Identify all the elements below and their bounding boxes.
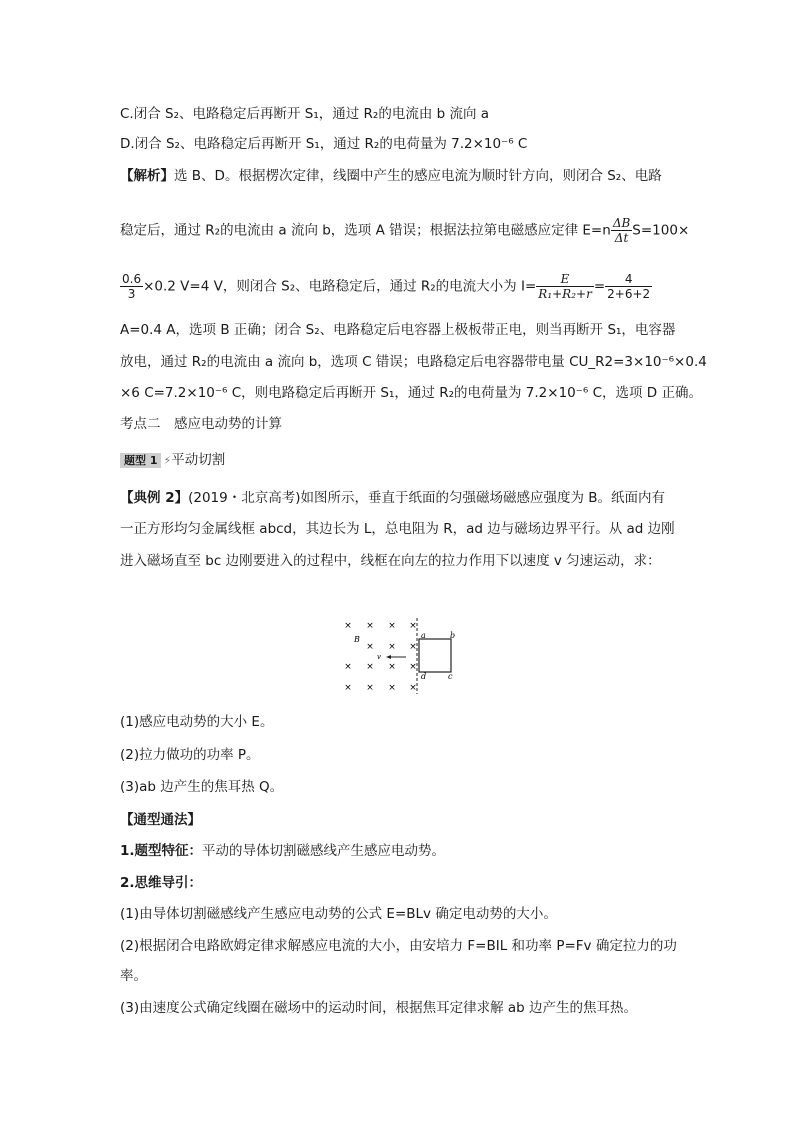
solution-text-3: ×0.2 V=4 V，则闭合 S₂、电路稳定后，通过 R₂的电流大小为 I= [143,278,537,295]
type-title: 平动切割 [171,452,226,468]
equals-sign: = [593,278,606,295]
example-text-1: (2019・北京高考)如图所示，垂直于纸面的匀强磁场磁感应强度为 B。纸面内有 [188,490,666,506]
field-cross: × [344,621,352,631]
fraction-current: $\frac{E}{\text{R₁+R₂+r}}$ [538,272,592,301]
fraction-4-10: $\frac{4}{2+6+2}$ [607,272,651,301]
solution-text-2b: S=100× [632,222,690,239]
magnetic-field-figure [340,618,460,698]
field-cross: × [409,683,417,693]
type-heading [120,450,225,471]
solution-line-1 [120,166,662,186]
method-tag: 【通型通法】 [120,812,201,828]
method-item-2b: 率。 [120,968,147,984]
solution-tag: 【解析】 [120,168,174,184]
method-item-2a: (2)根据闭合电路欧姆定律求解感应电流的大小，由安培力 F=BIL 和功率 P=Fv 确定拉力的功 [120,938,677,954]
field-cross: × [409,662,417,672]
solution-line-4: A=0.4 A，选项 B 正确；闭合 S₂、电路稳定后电容器上极板带正电，则当再断开 S₁，电容器 [120,322,676,338]
section-title: 考点二 感应电动势的计算 [120,416,282,432]
question-1: (1)感应电动势的大小 E。 [120,714,274,730]
field-cross: × [344,683,352,693]
option-c: C.闭合 S₂、电路稳定后再断开 S₁，通过 R₂的电流由 b 流向 a [120,106,490,122]
field-cross: × [388,662,396,672]
field-cross: × [388,642,396,652]
field-cross: × [366,662,374,672]
lightning-icon: ⚡ [163,454,172,467]
question-2: (2)拉力做功的功率 P。 [120,747,260,763]
label-v: v [377,653,381,661]
field-cross: × [366,642,374,652]
method-item-1: (1)由导体切割磁感线产生感应电动势的公式 E=BLv 确定电动势的大小。 [120,906,557,922]
type-tag: 题型 1 [120,453,161,468]
field-cross: × [344,662,352,672]
method-point-1 [120,841,445,861]
field-cross: × [409,642,417,652]
solution-line-3 [120,272,652,301]
method-item-3: (3)由速度公式确定线圈在磁场中的运动时间，根据焦耳定律求解 ab 边产生的焦耳热。 [120,1000,638,1016]
example-line-3: 进入磁场直至 bc 边刚要进入的过程中，线框在向左的拉力作用下以速度 v 匀速运动，求： [120,553,661,569]
label-b: b [450,631,456,640]
method-point-1-text: 平动的导体切割磁感线产生感应电动势。 [202,843,446,859]
example-line-1 [120,488,665,508]
velocity-arrowhead [386,655,391,659]
field-cross: × [409,621,417,631]
solution-line-5: 放电，通过 R₂的电流由 a 流向 b，选项 C 错误；电路稳定后电容器带电量 CU_R2=3×10⁻⁶×0.4 [120,354,707,370]
field-cross: × [388,621,396,631]
method-point-1-label: 1.题型特征： [120,843,203,859]
label-d: d [421,672,427,681]
label-B: B [354,635,360,644]
square-frame [419,639,451,672]
label-a: a [421,631,426,640]
example-line-2: 一正方形均匀金属线框 abcd，其边长为 L，总电阻为 R，ad 边与磁场边界平行。从 ad 边刚 [120,521,675,537]
question-3: (3)ab 边产生的焦耳热 Q。 [120,779,284,795]
solution-text-1: 选 B、D。根据楞次定律，线圈中产生的感应电流为顺时针方向，则闭合 S₂、电路 [174,168,662,184]
fraction-dB-dt: $\frac{\Delta B}{\Delta t}$ [612,216,631,245]
field-cross: × [388,683,396,693]
solution-text-2: 稳定后，通过 R₂的电流由 a 流向 b，选项 A 错误；根据法拉第电磁感应定律 E=n [120,222,611,239]
example-tag: 【典例 2】 [120,490,189,506]
field-cross: × [366,621,374,631]
option-d: D.闭合 S₂、电路稳定后再断开 S₁，通过 R₂的电荷量为 7.2×10⁻⁶ C [120,136,528,152]
label-c: c [448,672,453,681]
field-cross: × [366,683,374,693]
method-point-2-label: 2.思维导引： [120,875,203,891]
fraction-0.6-3: $\frac{0.6}{3}$ [122,272,142,301]
solution-line-6: ×6 C=7.2×10⁻⁶ C，则电路稳定后再断开 S₁，通过 R₂的电荷量为 7.2×10⁻⁶ C，选项 D 正确。 [120,385,702,401]
solution-line-2 [120,216,689,245]
